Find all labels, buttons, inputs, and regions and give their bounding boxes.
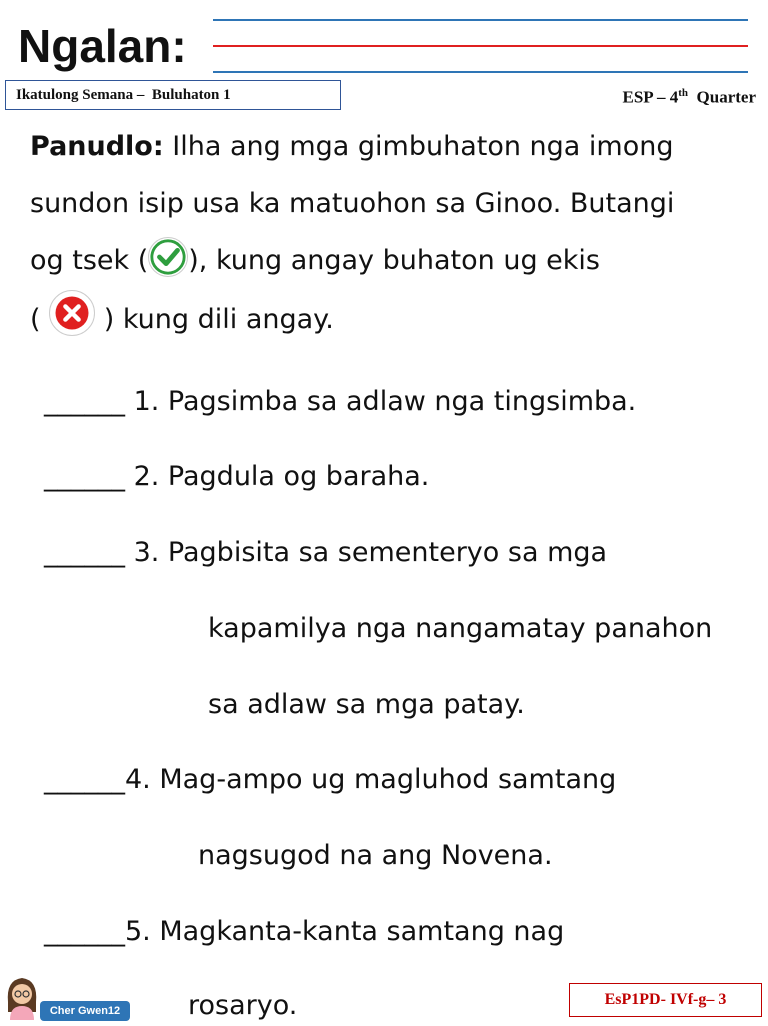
instruction-line-3: [30, 232, 755, 289]
item-4-cont: nagsugod na ang Novena.: [198, 840, 553, 871]
instruction-text-4a: (: [30, 304, 41, 335]
name-line-middle: [213, 45, 748, 47]
item-3: ______ 3. Pagbisita sa sementeryo sa mga: [44, 537, 608, 568]
instruction-line-4: [30, 290, 755, 348]
item-4: ______4. Mag-ampo ug magluhod samtang: [44, 764, 617, 795]
instruction-text-1: Ilha ang mga gimbuhaton nga imong: [172, 131, 674, 162]
item-3-cont-2: sa adlaw sa mga patay.: [208, 689, 525, 720]
name-line-top: [213, 19, 748, 21]
item-3-cont-1: kapamilya nga nangamatay panahon: [208, 613, 713, 644]
item-2: ______ 2. Pagdula og baraha.: [44, 461, 430, 492]
item-5-cont: rosaryo.: [188, 990, 298, 1021]
instruction-text-4b: ) kung dili angay.: [103, 304, 334, 335]
week-label: Ikatulong Semana – Buluhaton 1: [5, 80, 341, 110]
item-1: ______ 1. Pagsimba sa adlaw nga tingsimba.: [44, 386, 637, 417]
instruction-text-3a: og tsek (: [30, 245, 149, 276]
instruction-line-2: sundon isip usa ka matuohon sa Ginoo. Butangi: [30, 188, 675, 219]
author-badge: Cher Gwen12: [40, 1001, 130, 1021]
instruction-line-1: [30, 118, 755, 175]
name-line-bottom: [213, 71, 748, 73]
subject-text: ESP – 4: [622, 87, 679, 107]
competency-code: EsP1PD- IVf-g– 3: [569, 983, 762, 1017]
name-label: Ngalan:: [18, 20, 187, 72]
x-mark-icon: [49, 290, 95, 336]
item-5: ______5. Magkanta-kanta samtang nag: [44, 916, 565, 947]
quarter-text: Quarter: [696, 87, 756, 107]
avatar: [2, 972, 42, 1020]
subject-sup: th: [678, 87, 689, 99]
instruction-label: Panudlo:: [30, 131, 164, 162]
instruction-text-3b: ), kung angay buhaton ug ekis: [188, 245, 600, 276]
subject-quarter: [622, 80, 756, 111]
check-icon: [148, 237, 188, 277]
